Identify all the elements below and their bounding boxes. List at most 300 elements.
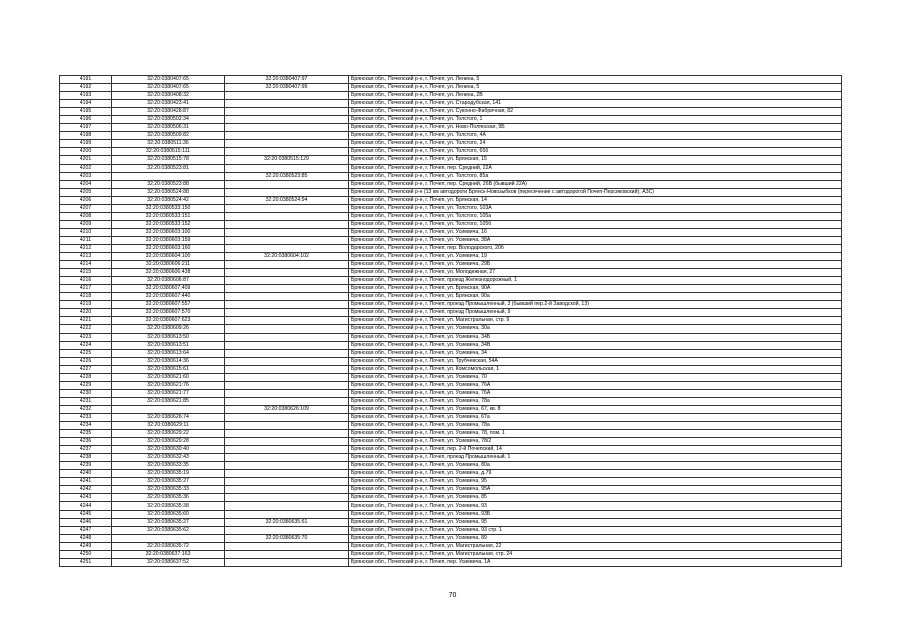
address-cell: Брянская обл., Почепский р-н, г. Почеп, ул. Толстого, 24 — [349, 140, 842, 148]
related-cadastral-number-cell — [225, 510, 349, 518]
row-number-cell: 4219 — [60, 301, 112, 309]
cadastral-number-cell: 32:20:0380613:51 — [112, 341, 225, 349]
table-row — [60, 261, 842, 269]
address-cell: Брянская обл., Почепский р-н, г. Почеп, ул. Ленина, 5 — [349, 76, 842, 84]
row-number-cell: 4236 — [60, 438, 112, 446]
row-number-cell: 4195 — [60, 108, 112, 116]
related-cadastral-number-cell — [225, 486, 349, 494]
address-cell: Брянская обл., Почепский р-н, г. Почеп, ул. Усиевича, 67, кв. 8 — [349, 405, 842, 413]
cadastral-number-cell: 32:20:0380635:19 — [112, 470, 225, 478]
cadastral-number-cell — [112, 172, 225, 180]
table-row — [60, 381, 842, 389]
related-cadastral-number-cell — [225, 526, 349, 534]
cadastral-number-cell: 32:20:0380523:88 — [112, 180, 225, 188]
related-cadastral-number-cell — [225, 470, 349, 478]
cadastral-number-cell: 32:20:0380423:41 — [112, 100, 225, 108]
cadastral-number-cell: 32:20:0380633:35 — [112, 462, 225, 470]
row-number-cell: 4243 — [60, 494, 112, 502]
address-cell: Брянская обл., Почепский р-н, г. Почеп, ул. Комсомольская, 1 — [349, 365, 842, 373]
related-cadastral-number-cell — [225, 164, 349, 172]
row-number-cell: 4192 — [60, 84, 112, 92]
row-number-cell: 4226 — [60, 357, 112, 365]
row-number-cell: 4205 — [60, 188, 112, 196]
cadastral-number-cell: 32:20:0380524:42 — [112, 196, 225, 204]
table-row — [60, 422, 842, 430]
related-cadastral-number-cell — [225, 558, 349, 566]
related-cadastral-number-cell — [225, 542, 349, 550]
table-row — [60, 542, 842, 550]
row-number-cell: 4209 — [60, 220, 112, 228]
related-cadastral-number-cell — [225, 180, 349, 188]
row-number-cell: 4242 — [60, 486, 112, 494]
table-row — [60, 446, 842, 454]
table-row — [60, 478, 842, 486]
table-row — [60, 413, 842, 421]
table-row — [60, 164, 842, 172]
address-cell: Брянская обл., Почепский р-н, г. Почеп, ул. Усиевича, 78а — [349, 422, 842, 430]
table-row — [60, 462, 842, 470]
cadastral-number-cell: 32:20:0380606:87 — [112, 277, 225, 285]
related-cadastral-number-cell — [225, 494, 349, 502]
cadastral-number-cell: 32:20:0380635:27 — [112, 518, 225, 526]
row-number-cell: 4227 — [60, 365, 112, 373]
related-cadastral-number-cell: 32:20:0380524:94 — [225, 196, 349, 204]
cadastral-number-cell: 32:20:0380533:150 — [112, 204, 225, 212]
row-number-cell: 4202 — [60, 164, 112, 172]
row-number-cell: 4245 — [60, 510, 112, 518]
row-number-cell: 4196 — [60, 116, 112, 124]
address-cell: Брянская обл., Почепский р-н, г. Почеп, ул. Усиевича, 30а — [349, 325, 842, 333]
row-number-cell: 4238 — [60, 454, 112, 462]
cadastral-number-cell: 32:20:0380635:36 — [112, 494, 225, 502]
row-number-cell: 4204 — [60, 180, 112, 188]
table-row — [60, 228, 842, 236]
cadastral-number-cell: 32:20:0380515:111 — [112, 148, 225, 156]
address-cell: Брянская обл., Почепский р-н, г. Почеп, ул. Усиевича, 19 — [349, 253, 842, 261]
row-number-cell: 4222 — [60, 325, 112, 333]
table-row — [60, 172, 842, 180]
row-number-cell: 4250 — [60, 550, 112, 558]
cadastral-number-cell: 32:20:0380603:160 — [112, 244, 225, 252]
related-cadastral-number-cell — [225, 317, 349, 325]
address-cell: Брянская обл., Почепский р-н, г. Почеп, ул. Усиевича, 78а — [349, 397, 842, 405]
page-number: 70 — [448, 592, 457, 599]
address-cell: Брянская обл., Почепский р-н, г. Почеп, ул. Усиевича, 89 — [349, 534, 842, 542]
address-cell: Брянская обл., Почепский р-н, г. Почеп, ул. Брянская, 90а — [349, 293, 842, 301]
cadastral-number-cell: 32:20:0380635:27 — [112, 478, 225, 486]
row-number-cell: 4208 — [60, 212, 112, 220]
table-row — [60, 108, 842, 116]
related-cadastral-number-cell — [225, 397, 349, 405]
row-number-cell: 4218 — [60, 293, 112, 301]
table-row — [60, 100, 842, 108]
address-cell: Брянская обл., Почепский р-н, г. Почеп, ул. Усиевича, 29Б — [349, 261, 842, 269]
cadastral-number-cell: 32:20:0380621:85 — [112, 397, 225, 405]
table-row — [60, 212, 842, 220]
row-number-cell: 4249 — [60, 542, 112, 550]
address-cell: Брянская обл., Почепский р-н, г. Почеп, ул. Молодежная, 27 — [349, 269, 842, 277]
row-number-cell: 4216 — [60, 277, 112, 285]
table-row — [60, 76, 842, 84]
related-cadastral-number-cell — [225, 413, 349, 421]
related-cadastral-number-cell — [225, 381, 349, 389]
cadastral-number-cell: 32:20:0380621:77 — [112, 389, 225, 397]
table-row — [60, 325, 842, 333]
related-cadastral-number-cell — [225, 220, 349, 228]
table-row — [60, 518, 842, 526]
table-row — [60, 124, 842, 132]
cadastral-number-cell: 32:20:0380629:22 — [112, 430, 225, 438]
related-cadastral-number-cell: 32:20:0380604:102 — [225, 253, 349, 261]
cadastral-number-cell: 32:20:0380614:36 — [112, 357, 225, 365]
table-row — [60, 317, 842, 325]
cadastral-number-cell: 32:20:0380630:40 — [112, 446, 225, 454]
related-cadastral-number-cell — [225, 325, 349, 333]
table-row — [60, 244, 842, 252]
row-number-cell: 4199 — [60, 140, 112, 148]
table-row — [60, 526, 842, 534]
related-cadastral-number-cell — [225, 341, 349, 349]
cadastral-number-cell: 32:20:0380607:440 — [112, 293, 225, 301]
address-cell: Брянская обл., Почепский р-н, г. Почеп, ул. Усиевича, 76А — [349, 381, 842, 389]
related-cadastral-number-cell — [225, 92, 349, 100]
cadastral-number-cell: 32:20:0380603:159 — [112, 236, 225, 244]
related-cadastral-number-cell: 32:20:0380635:61 — [225, 518, 349, 526]
table-row — [60, 349, 842, 357]
related-cadastral-number-cell: 32:20:0380523:85 — [225, 172, 349, 180]
related-cadastral-number-cell — [225, 502, 349, 510]
row-number-cell: 4244 — [60, 502, 112, 510]
row-number-cell: 4214 — [60, 261, 112, 269]
table-row — [60, 373, 842, 381]
related-cadastral-number-cell — [225, 438, 349, 446]
related-cadastral-number-cell — [225, 100, 349, 108]
address-cell: Брянская обл., Почепский р-н, г. Почеп, ул. Усиевича, 93 — [349, 502, 842, 510]
address-cell: Брянская обл., Почепский р-н, г. Почеп, ул. Ленина, 2В — [349, 92, 842, 100]
address-cell: Брянская обл., Почепский р-н, г. Почеп, ул. Магистральная, стр. 24 — [349, 550, 842, 558]
cadastral-number-cell: 32:20:0380524:88 — [112, 188, 225, 196]
address-cell: Брянская обл., Почепский р-н, г. Почеп, ул. Брянская, 15 — [349, 156, 842, 164]
cadastral-number-cell: 32:20:0380615:61 — [112, 365, 225, 373]
cadastral-number-cell: 32:20:0380606:211 — [112, 261, 225, 269]
table-row — [60, 454, 842, 462]
related-cadastral-number-cell — [225, 462, 349, 470]
row-number-cell: 4240 — [60, 470, 112, 478]
address-cell: Брянская обл., Почепский р-н, г. Почеп, ул. Ленина, 5 — [349, 84, 842, 92]
row-number-cell: 4207 — [60, 204, 112, 212]
cadastral-number-cell: 32:20:0380511:36 — [112, 140, 225, 148]
address-cell: Брянская обл., Почепский р-н, г. Почеп, ул. Усиевича, д.79 — [349, 470, 842, 478]
cadastral-number-cell: 32:20:0380509:82 — [112, 132, 225, 140]
cadastral-number-cell: 32:20:0380606:438 — [112, 269, 225, 277]
cadastral-number-cell: 32:20:0380604:100 — [112, 253, 225, 261]
table-row — [60, 301, 842, 309]
related-cadastral-number-cell — [225, 373, 349, 381]
row-number-cell: 4235 — [60, 430, 112, 438]
related-cadastral-number-cell — [225, 309, 349, 317]
related-cadastral-number-cell — [225, 349, 349, 357]
address-cell: Брянская обл., Почепский р-н, г. Почеп, пер. Усиевича, 1А — [349, 558, 842, 566]
table-row — [60, 341, 842, 349]
address-cell: Брянская обл., Почепский р-н, г. Почеп, пер. 2-й Почепский, 14 — [349, 446, 842, 454]
table-row — [60, 510, 842, 518]
table-row — [60, 357, 842, 365]
address-cell: Брянская обл., Почепский р-н, г. Почеп, ул. Усиевича, 95 — [349, 518, 842, 526]
table-row — [60, 534, 842, 542]
table-row — [60, 277, 842, 285]
row-number-cell: 4225 — [60, 349, 112, 357]
related-cadastral-number-cell — [225, 108, 349, 116]
row-number-cell: 4234 — [60, 422, 112, 430]
row-number-cell: 4194 — [60, 100, 112, 108]
cadastral-number-cell: 32:20:0380523:81 — [112, 164, 225, 172]
cadastral-number-cell: 32:20:0380613:64 — [112, 349, 225, 357]
cadastral-number-cell — [112, 405, 225, 413]
row-number-cell: 4221 — [60, 317, 112, 325]
row-number-cell: 4203 — [60, 172, 112, 180]
row-number-cell: 4233 — [60, 413, 112, 421]
related-cadastral-number-cell — [225, 261, 349, 269]
table-row — [60, 550, 842, 558]
row-number-cell: 4200 — [60, 148, 112, 156]
cadastral-number-cell: 32:20:0380407:65 — [112, 76, 225, 84]
row-number-cell: 4198 — [60, 132, 112, 140]
related-cadastral-number-cell — [225, 357, 349, 365]
cadastral-table — [59, 75, 842, 567]
related-cadastral-number-cell — [225, 301, 349, 309]
related-cadastral-number-cell — [225, 236, 349, 244]
cadastral-number-cell: 32:20:0380613:50 — [112, 333, 225, 341]
table-row — [60, 116, 842, 124]
address-cell: Брянская обл., Почепский р-н, г. Почеп, ул. Толстого, 4А — [349, 132, 842, 140]
address-cell: Брянская обл., Почепский р-н, г. Почеп, ул. Усиевича, 78, пом. 1 — [349, 430, 842, 438]
row-number-cell: 4223 — [60, 333, 112, 341]
related-cadastral-number-cell — [225, 188, 349, 196]
address-cell: Брянская обл., Почепский р-н, г. Почеп, ул. Трубчевская, 54А — [349, 357, 842, 365]
row-number-cell: 4247 — [60, 526, 112, 534]
related-cadastral-number-cell — [225, 140, 349, 148]
address-cell: Брянская обл., Почепский р-н, г. Почеп, пер. Средний, 22А — [349, 164, 842, 172]
address-cell: Брянская обл., Почепский р-н, г. Почеп, ул. Суконно-Фабричная, 82 — [349, 108, 842, 116]
row-number-cell: 4193 — [60, 92, 112, 100]
address-cell: Брянская обл., Почепский р-н, г. Почеп, ул. Усиевича, 34В — [349, 341, 842, 349]
row-number-cell: 4246 — [60, 518, 112, 526]
table-row — [60, 253, 842, 261]
address-cell: Брянская обл., Почепский р-н, г. Почеп, ул. Усиевича, 93 стр. 1 — [349, 526, 842, 534]
related-cadastral-number-cell — [225, 550, 349, 558]
row-number-cell: 4237 — [60, 446, 112, 454]
related-cadastral-number-cell — [225, 454, 349, 462]
row-number-cell: 4228 — [60, 373, 112, 381]
table-row — [60, 148, 842, 156]
address-cell: Брянская обл., Почепский р-н, г. Почеп, пер. Средний, 26В (бывший 22А) — [349, 180, 842, 188]
related-cadastral-number-cell — [225, 365, 349, 373]
cadastral-number-cell: 32:20:0380506:31 — [112, 124, 225, 132]
row-number-cell: 4232 — [60, 405, 112, 413]
row-number-cell: 4229 — [60, 381, 112, 389]
related-cadastral-number-cell — [225, 132, 349, 140]
table-body — [60, 76, 842, 567]
address-cell: Брянская обл., Почепский р-н, г. Почеп, ул. Усиевича, 95 — [349, 478, 842, 486]
related-cadastral-number-cell: 32:20:0380515:129 — [225, 156, 349, 164]
related-cadastral-number-cell — [225, 148, 349, 156]
cadastral-number-cell: 32:20:0380635:33 — [112, 486, 225, 494]
address-cell: Брянская обл., Почепский р-н, г. Почеп, ул. Ново-Полянская, 9Б — [349, 124, 842, 132]
related-cadastral-number-cell — [225, 293, 349, 301]
cadastral-number-cell: 32:20:0380621:76 — [112, 381, 225, 389]
table-row — [60, 438, 842, 446]
row-number-cell: 4211 — [60, 236, 112, 244]
table-row — [60, 156, 842, 164]
table-row — [60, 558, 842, 566]
table-row — [60, 196, 842, 204]
cadastral-number-cell: 32:20:0380533:152 — [112, 220, 225, 228]
cadastral-number-cell: 32:20:0380626:74 — [112, 413, 225, 421]
cadastral-number-cell: 32:20:0380632:43 — [112, 454, 225, 462]
address-cell: Брянская обл., Почепский р-н, г. Почеп, ул. Толстого, 105а — [349, 212, 842, 220]
table-row — [60, 494, 842, 502]
related-cadastral-number-cell: 32:20:0380407:99 — [225, 84, 349, 92]
cadastral-number-cell: 32:20:0380629:11 — [112, 422, 225, 430]
address-cell: Брянская обл., Почепский р-н, г. Почеп, ул. Усиевича, 78/2 — [349, 438, 842, 446]
address-cell: Брянская обл., Почепский р-н, г. Почеп, ул. Магистральная, стр. 9 — [349, 317, 842, 325]
row-number-cell: 4201 — [60, 156, 112, 164]
related-cadastral-number-cell — [225, 228, 349, 236]
address-cell: Брянская обл., Почепский р-н, г. Почеп, ул. Толстого, 105б — [349, 220, 842, 228]
table-row — [60, 92, 842, 100]
table-row — [60, 389, 842, 397]
table-row — [60, 269, 842, 277]
cadastral-number-cell: 32:20:0380637:163 — [112, 550, 225, 558]
address-cell: Брянская обл., Почепский р-н, г. Почеп, ул. Усиевича, 38А — [349, 236, 842, 244]
address-cell: Брянская обл., Почепский р-н, г. Почеп, ул. Стародубская, 141 — [349, 100, 842, 108]
table-row — [60, 285, 842, 293]
related-cadastral-number-cell — [225, 446, 349, 454]
cadastral-number-cell: 32:20:0380407:65 — [112, 84, 225, 92]
table-row — [60, 180, 842, 188]
cadastral-number-cell: 32:20:0380635:60 — [112, 510, 225, 518]
table-row — [60, 220, 842, 228]
address-cell: Брянская обл., Почепский р-н, г. Почеп, проезд Промышленный, 9 — [349, 309, 842, 317]
cadastral-number-cell: 32:20:0380637:52 — [112, 558, 225, 566]
related-cadastral-number-cell — [225, 333, 349, 341]
address-cell: Брянская обл., Почепский р-н, г. Почеп, ул. Усиевича, 70 — [349, 373, 842, 381]
related-cadastral-number-cell — [225, 124, 349, 132]
related-cadastral-number-cell — [225, 285, 349, 293]
cadastral-number-cell: 32:20:0380607:623 — [112, 317, 225, 325]
row-number-cell: 4231 — [60, 397, 112, 405]
row-number-cell: 4224 — [60, 341, 112, 349]
address-cell: Брянская обл., Почепский р-н, г. Почеп, ул. Усиевича, 16 — [349, 228, 842, 236]
cadastral-number-cell — [112, 534, 225, 542]
table-row — [60, 188, 842, 196]
cadastral-number-cell: 32:20:0380502:34 — [112, 116, 225, 124]
related-cadastral-number-cell — [225, 430, 349, 438]
table-row — [60, 502, 842, 510]
table-row — [60, 84, 842, 92]
table-row — [60, 405, 842, 413]
related-cadastral-number-cell — [225, 277, 349, 285]
row-number-cell: 4206 — [60, 196, 112, 204]
table-row — [60, 470, 842, 478]
address-cell: Брянская обл., Почепский р-н, г. Почеп, ул. Усиевича, 93Б — [349, 510, 842, 518]
address-cell: Брянская обл., Почепский р-н, г. Почеп, ул. Усиевича, 80а — [349, 462, 842, 470]
row-number-cell: 4213 — [60, 253, 112, 261]
row-number-cell: 4230 — [60, 389, 112, 397]
address-cell: Брянская обл., Почепский р-н, г. Почеп, ул. Толстого, 85а — [349, 172, 842, 180]
related-cadastral-number-cell — [225, 116, 349, 124]
table-row — [60, 236, 842, 244]
address-cell: Брянская обл., Почепский р-н, г. Почеп, ул. Толстого, 103А — [349, 204, 842, 212]
address-cell: Брянская обл., Почепский р-н, г. Почеп, ул. Толстого, 65б — [349, 148, 842, 156]
table-row — [60, 293, 842, 301]
cadastral-number-cell: 32:20:0380607:570 — [112, 309, 225, 317]
related-cadastral-number-cell — [225, 269, 349, 277]
cadastral-number-cell: 32:20:0380428:87 — [112, 108, 225, 116]
table-row — [60, 365, 842, 373]
cadastral-number-cell: 32:20:0380621:60 — [112, 373, 225, 381]
row-number-cell: 4220 — [60, 309, 112, 317]
related-cadastral-number-cell — [225, 212, 349, 220]
address-cell: Брянская обл., Почепский р-н, г. Почеп, ул. Усиевича, 85 — [349, 494, 842, 502]
row-number-cell: 4215 — [60, 269, 112, 277]
row-number-cell: 4248 — [60, 534, 112, 542]
cadastral-number-cell: 32:20:0380629:28 — [112, 438, 225, 446]
table-row — [60, 430, 842, 438]
row-number-cell: 4251 — [60, 558, 112, 566]
address-cell: Брянская обл., Почепский р-н, г. Почеп, ул. Брянская, 14 — [349, 196, 842, 204]
row-number-cell: 4191 — [60, 76, 112, 84]
related-cadastral-number-cell: 32:20:0380407:97 — [225, 76, 349, 84]
cadastral-number-cell: 32:20:0380603:100 — [112, 228, 225, 236]
address-cell: Брянская обл., Почепский р-н, г. Почеп, проезд Железнодорожный, 1 — [349, 277, 842, 285]
cadastral-number-cell: 32:20:0380635:62 — [112, 526, 225, 534]
row-number-cell: 4217 — [60, 285, 112, 293]
address-cell: Брянская обл., Почепский р-н, г. Почеп, ул. Усиевича, 67а — [349, 413, 842, 421]
address-cell: Брянская обл., Почепский р-н (13 км автодороги Брянск-Новозыбков (пересечение с автодорогой Почеп-Персиковский); АЗС) — [349, 188, 842, 196]
related-cadastral-number-cell — [225, 244, 349, 252]
cadastral-number-cell: 32:20:0380408:32 — [112, 92, 225, 100]
table-row — [60, 397, 842, 405]
address-cell: Брянская обл., Почепский р-н, г. Почеп, ул. Усиевича, 95А — [349, 486, 842, 494]
address-cell: Брянская обл., Почепский р-н, г. Почеп, проезд Промышленный, 1 — [349, 454, 842, 462]
related-cadastral-number-cell — [225, 478, 349, 486]
address-cell: Брянская обл., Почепский р-н, г. Почеп, проезд Промышленный, 3 (бывший пер.2-й Заводской, 13) — [349, 301, 842, 309]
related-cadastral-number-cell — [225, 204, 349, 212]
address-cell: Брянская обл., Почепский р-н, г. Почеп, ул. Усиевича, 34Б — [349, 333, 842, 341]
row-number-cell: 4197 — [60, 124, 112, 132]
row-number-cell: 4212 — [60, 244, 112, 252]
address-cell: Брянская обл., Почепский р-н, г. Почеп, ул. Брянская, 90А — [349, 285, 842, 293]
related-cadastral-number-cell: 32:20:0380626:109 — [225, 405, 349, 413]
cadastral-number-cell: 32:20:0380609:26 — [112, 325, 225, 333]
row-number-cell: 4239 — [60, 462, 112, 470]
cadastral-number-cell: 32:20:0380635:72 — [112, 542, 225, 550]
table-row — [60, 486, 842, 494]
address-cell: Брянская обл., Почепский р-н, г. Почеп, пер. Володарского, 20б — [349, 244, 842, 252]
cadastral-number-cell: 32:20:0380635:38 — [112, 502, 225, 510]
cadastral-number-cell: 32:20:0380515:78 — [112, 156, 225, 164]
cadastral-number-cell: 32:20:0380607:557 — [112, 301, 225, 309]
table-row — [60, 140, 842, 148]
row-number-cell: 4210 — [60, 228, 112, 236]
table-row — [60, 204, 842, 212]
related-cadastral-number-cell — [225, 389, 349, 397]
table-row — [60, 333, 842, 341]
table-row — [60, 309, 842, 317]
row-number-cell: 4241 — [60, 478, 112, 486]
cadastral-number-cell: 32:20:0380607:409 — [112, 285, 225, 293]
